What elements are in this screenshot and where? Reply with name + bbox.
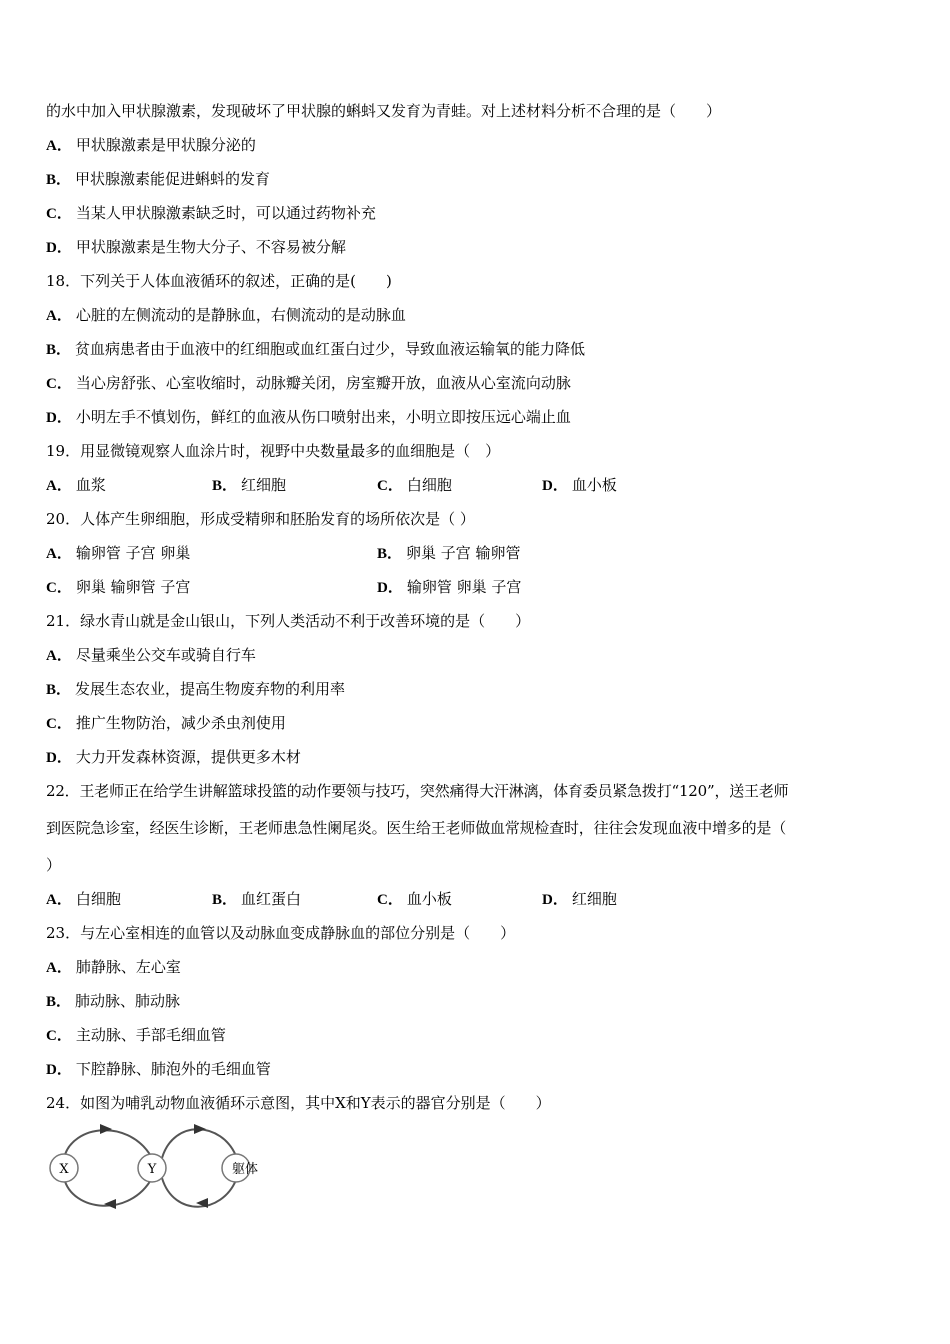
arrow-left-top [100,1124,112,1134]
loop-right-top [162,1129,236,1158]
option-label: C． [46,716,72,732]
option-text: 主动脉、手部毛细血管 [75,1026,226,1044]
option-text: 小明左手不慎划伤，鲜红的血液从伤口喷射出来，小明立即按压远心端止血 [75,408,571,426]
option-label: D． [46,1062,72,1078]
option-text: 血红蛋白 [241,890,302,908]
option-text: 白细胞 [75,890,121,908]
option-text: 卵巢 子宫 输卵管 [406,544,521,562]
option-text: 贫血病患者由于血液中的红细胞或血红蛋白过少，导致血液运输氧的能力降低 [75,340,586,358]
q23-option-a [46,957,181,978]
q20-option-d [377,577,521,598]
loop-left-bottom [64,1178,152,1206]
option-text: 肺动脉、肺动脉 [75,992,181,1010]
option-text: 白细胞 [406,476,452,494]
option-text: 输卵管 子宫 卵巢 [75,544,191,562]
option-label: D． [542,478,568,494]
q20-option-b [377,543,521,564]
q17-option-a [46,135,256,156]
option-label: A． [46,138,72,154]
option-text: 甲状腺激素是生物大分子、不容易被分解 [75,238,346,256]
arrow-left-bottom [104,1199,116,1209]
q17-option-b [46,169,270,190]
option-text: 下腔静脉、肺泡外的毛细血管 [75,1060,271,1078]
node-x-label: X [59,1162,69,1177]
option-label: A． [46,892,72,908]
q22-option-b [212,889,301,910]
option-label: D． [46,410,72,426]
option-label: A． [46,960,72,976]
q17-stem-continuation: 的水中加入甲状腺激素，发现破坏了甲状腺的蝌蚪又发育为青蛙。对上述材料分析不合理的是（ ） [46,102,722,120]
option-label: C． [377,478,403,494]
option-text: 输卵管 卵巢 子宫 [406,578,522,596]
option-text: 红细胞 [571,890,617,908]
q20-stem: 20．人体产生卵细胞，形成受精卵和胚胎发育的场所依次是（ ） [46,510,475,528]
option-label: B． [212,892,238,908]
option-text: 血小板 [571,476,617,494]
q23-option-d [46,1059,271,1080]
q20-option-a [46,543,190,564]
option-label: C． [46,580,72,596]
option-label: C． [46,376,72,392]
q17-option-c [46,203,376,224]
q22-option-d [542,889,617,910]
q17-option-d [46,237,346,258]
option-label: B． [46,172,72,188]
option-text: 卵巢 输卵管 子宫 [75,578,191,596]
option-label: A． [46,648,72,664]
q21-option-c [46,713,286,734]
arrow-right-top [194,1124,206,1134]
q23-stem: 23．与左心室相连的血管以及动脉血变成静脉血的部位分别是（ ） [46,924,516,942]
option-text: 血浆 [75,476,106,494]
q22-stem-line3: ） [46,856,62,874]
option-label: B． [377,546,403,562]
option-label: C． [46,206,72,222]
loop-left-top [64,1130,152,1158]
option-label: D． [377,580,403,596]
q21-stem: 21．绿水青山就是金山银山，下列人类活动不利于改善环境的是（ ） [46,612,531,630]
q21-option-b [46,679,345,700]
q18-option-a [46,305,406,326]
q19-option-a [46,475,106,496]
option-text: 心脏的左侧流动的是静脉血，右侧流动的是动脉血 [75,306,406,324]
option-text: 甲状腺激素能促进蝌蚪的发育 [75,170,271,188]
q23-option-b [46,991,180,1012]
q21-option-d [46,747,301,768]
q21-option-a [46,645,256,666]
option-text: 发展生态农业，提高生物废弃物的利用率 [75,680,346,698]
option-label: A． [46,478,72,494]
option-label: B． [46,342,72,358]
option-text: 甲状腺激素是甲状腺分泌的 [75,136,256,154]
q19-option-d [542,475,617,496]
node-y-label: Y [147,1162,157,1177]
option-text: 红细胞 [241,476,287,494]
option-text: 当某人甲状腺激素缺乏时，可以通过药物补充 [75,204,376,222]
q22-option-c [377,889,452,910]
option-label: C． [46,1028,72,1044]
option-label: B． [46,682,72,698]
q22-stem-line2: 到医院急诊室，经医生诊断，王老师患急性阑尾炎。医生给王老师做血常规检查时，往往会发现血液中增多的是（ [46,819,787,837]
q19-option-c [377,475,452,496]
option-label: A． [46,308,72,324]
option-text: 当心房舒张、心室收缩时，动脉瓣关闭，房室瓣开放，血液从心室流向动脉 [75,374,571,392]
option-label: B． [46,994,72,1010]
q22-option-a [46,889,121,910]
q20-option-c [46,577,190,598]
q23-option-c [46,1025,226,1046]
option-label: C． [377,892,403,908]
option-text: 血小板 [406,890,452,908]
option-text: 推广生物防治，减少杀虫剂使用 [75,714,286,732]
q18-option-d [46,407,571,428]
option-label: A． [46,546,72,562]
circulation-diagram [44,1120,284,1220]
q19-option-b [212,475,286,496]
option-text: 大力开发森林资源，提供更多木材 [75,748,301,766]
option-label: D． [542,892,568,908]
option-text: 肺静脉、左心室 [75,958,181,976]
option-text: 尽量乘坐公交车或骑自行车 [75,646,256,664]
q24-stem: 24．如图为哺乳动物血液循环示意图，其中X和Y表示的器官分别是（ ） [46,1094,551,1112]
option-label: D． [46,750,72,766]
node-body-label: 躯体 [232,1162,259,1177]
q18-option-b [46,339,585,360]
q18-stem: 18．下列关于人体血液循环的叙述，正确的是( ) [46,272,392,290]
q19-stem: 19．用显微镜观察人血涂片时，视野中央数量最多的血细胞是（ ） [46,442,501,460]
option-label: D． [46,240,72,256]
option-label: B． [212,478,238,494]
q18-option-c [46,373,571,394]
q22-stem-line1: 22．王老师正在给学生讲解篮球投篮的动作要领与技巧，突然痛得大汗淋漓，体育委员紧急拨打“120”，送王老师 [46,782,789,800]
